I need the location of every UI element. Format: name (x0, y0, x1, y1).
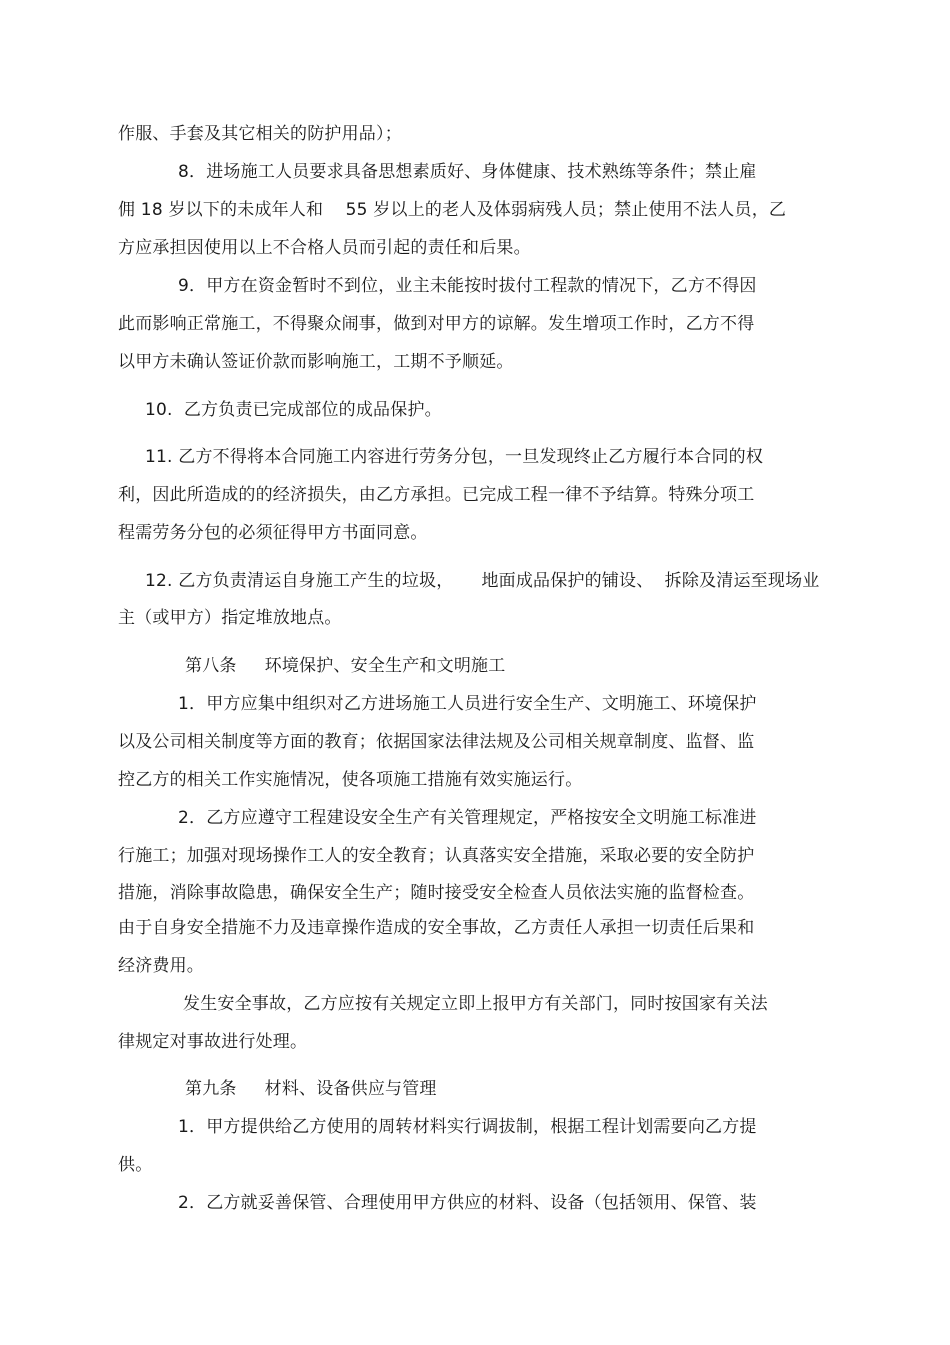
text-line-21: 由于自身安全措施不力及违章操作造成的安全事故，乙方责任人承担一切责任后果和 (118, 918, 755, 938)
text-line-12: 12. 乙方负责清运自身施工产生的垃圾， 地面成品保护的铺设、 拆除及清运至现场业 (145, 571, 820, 591)
text-line-18: 2．乙方应遵守工程建设安全生产有关管理规定，严格按安全文明施工标准进 (178, 808, 757, 828)
text-line-9: 11. 乙方不得将本合同施工内容进行劳务分包，一旦发现终止乙方履行本合同的权 (145, 447, 764, 467)
text-line-13: 主（或甲方）指定堆放地点。 (118, 608, 342, 628)
text-line-16: 以及公司相关制度等方面的教育；依据国家法律法规及公司相关规章制度、监督、监 (118, 732, 755, 752)
text-line-22: 经济费用。 (118, 956, 204, 976)
text-line-28: 2．乙方就妥善保管、合理使用甲方供应的材料、设备（包括领用、保管、装 (178, 1193, 757, 1213)
text-line-1: 作服、手套及其它相关的防护用品）； (118, 124, 402, 144)
text-line-10: 利，因此所造成的的经济损失，由乙方承担。已完成工程一律不予结算。特殊分项工 (118, 485, 755, 505)
text-line-24: 律规定对事故进行处理。 (118, 1032, 308, 1052)
text-line-17: 控乙方的相关工作实施情况，使各项施工措施有效实施运行。 (118, 770, 583, 790)
text-line-4: 方应承担因使用以上不合格人员而引起的责任和后果。 (118, 238, 531, 258)
text-line-8: 10. 乙方负责已完成部位的成品保护。 (145, 400, 442, 420)
text-line-7: 以甲方未确认签证价款而影响施工，工期不予顺延。 (118, 352, 514, 372)
text-line-2: 8．进场施工人员要求具备思想素质好、身体健康、技术熟练等条件；禁止雇 (178, 162, 757, 182)
text-line-19: 行施工；加强对现场操作工人的安全教育；认真落实安全措施，采取必要的安全防护 (118, 846, 755, 866)
text-line-15: 1．甲方应集中组织对乙方进场施工人员进行安全生产、文明施工、环境保护 (178, 694, 757, 714)
section-heading-9: 第九条 材料、设备供应与管理 (185, 1079, 437, 1099)
text-line-11: 程需劳务分包的必须征得甲方书面同意。 (118, 523, 428, 543)
text-line-27: 供。 (118, 1155, 153, 1175)
text-line-3: 佣 18 岁以下的未成年人和 55 岁以上的老人及体弱病残人员；禁止使用不法人员，乙 (118, 200, 787, 220)
section-heading-8: 第八条 环境保护、安全生产和文明施工 (185, 656, 506, 676)
text-line-23: 发生安全事故，乙方应按有关规定立即上报甲方有关部门，同时按国家有关法 (183, 994, 768, 1014)
text-line-20: 措施，消除事故隐患，确保安全生产；随时接受安全检查人员依法实施的监督检查。 (118, 883, 755, 903)
text-line-26: 1．甲方提供给乙方使用的周转材料实行调拔制，根据工程计划需要向乙方提 (178, 1117, 757, 1137)
text-line-5: 9．甲方在资金暂时不到位，业主未能按时拔付工程款的情况下，乙方不得因 (178, 276, 757, 296)
text-line-6: 此而影响正常施工，不得聚众闹事，做到对甲方的谅解。发生增项工作时，乙方不得 (118, 314, 755, 334)
